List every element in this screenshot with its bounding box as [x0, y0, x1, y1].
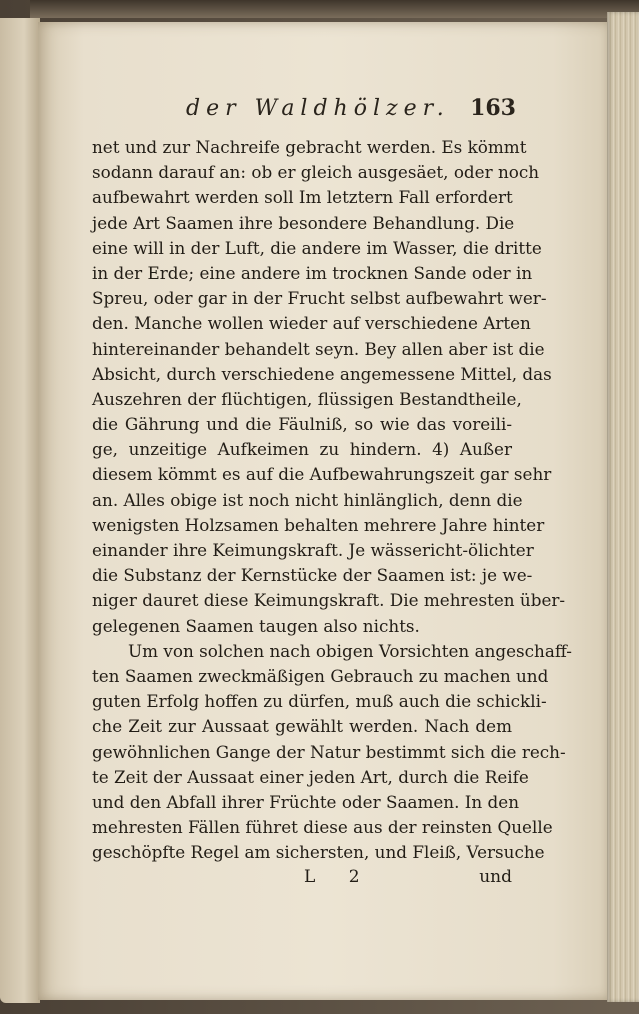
text-line: net und zur Nachreife gebracht werden. Es kömmt	[92, 137, 527, 157]
text-line: sodann darauf an: ob er gleich ausgesäet, oder noch	[92, 162, 540, 183]
text-line: einander ihre Keimungskraft. Je wässericht-ölichter	[92, 540, 534, 560]
text-line: ge, unzeitige Aufkeimen zu hindern. 4) Außer	[92, 439, 512, 460]
text-line: eine will in der Luft, die andere im Wasser, die dritte	[92, 237, 542, 258]
text-line: geschöpfte Regel am sichersten, und Fleiß, Versuche	[92, 842, 545, 863]
text-line: in der Erde; eine andere im trocknen Sande oder in	[92, 262, 533, 283]
text-line: guten Erfolg hoffen zu dürfen, muß auch die schickli-	[92, 691, 547, 712]
text-line: an. Alles obige ist noch nicht hinlänglich, denn die	[92, 489, 523, 510]
body-text	[92, 135, 572, 865]
page-footer	[300, 860, 512, 894]
text-line: Absicht, durch verschiedene angemessene Mittel, das	[92, 363, 552, 384]
text-line: che Zeit zur Aussaat gewählt werden. Nach dem	[92, 716, 512, 737]
text-line: den. Manche wollen wieder auf verschiedene Arten	[92, 313, 531, 334]
text-line: ten Saamen zweckmäßigen Gebrauch zu machen und	[92, 665, 549, 686]
facing-page-edge	[0, 18, 40, 1003]
text-line: niger dauret diese Keimungskraft. Die mehresten über-	[92, 590, 566, 611]
text-line: te Zeit der Aussaat einer jeden Art, durch die Reife	[92, 766, 529, 787]
running-title: der Waldhölzer.	[186, 95, 450, 121]
text-line: Spreu, oder gar in der Frucht selbst aufbewahrt wer-	[92, 288, 547, 309]
text-line: die Gährung und die Fäulniß, so wie das voreili-	[92, 414, 512, 435]
page-number: 163	[470, 95, 516, 121]
catchword: und	[479, 867, 512, 887]
text-line: aufbewahrt werden soll Im letztern Fall erfordert	[92, 187, 513, 208]
text-line: und den Abfall ihrer Früchte oder Saamen. In den	[92, 791, 520, 812]
page-header	[186, 88, 516, 128]
text-line: gewöhnlichen Gange der Natur bestimmt sich die rech-	[92, 741, 566, 762]
text-line: mehresten Fällen führet diese aus der reinsten Quelle	[92, 817, 553, 838]
book-top-edge	[30, 0, 639, 18]
text-line: die Substanz der Kernstücke der Saamen ist: je we-	[92, 565, 533, 586]
signature-mark: L 2	[304, 867, 374, 887]
paragraph-end-line: gelegenen Saamen taugen also nichts.	[92, 615, 420, 636]
text-line: jede Art Saamen ihre besondere Behandlung. Die	[92, 212, 515, 233]
page-fore-edge	[607, 12, 639, 1002]
text-line: hintereinander behandelt seyn. Bey allen aber ist die	[92, 338, 545, 359]
text-line: wenigsten Holzsamen behalten mehrere Jahre hinter	[92, 514, 545, 535]
paragraph-start-line: Um von solchen nach obigen Vorsichten angeschaff-	[128, 640, 572, 661]
text-line: diesem kömmt es auf die Aufbewahrungszeit gar sehr	[92, 464, 552, 485]
text-line: Auszehren der flüchtigen, flüssigen Bestandtheile,	[92, 388, 522, 409]
